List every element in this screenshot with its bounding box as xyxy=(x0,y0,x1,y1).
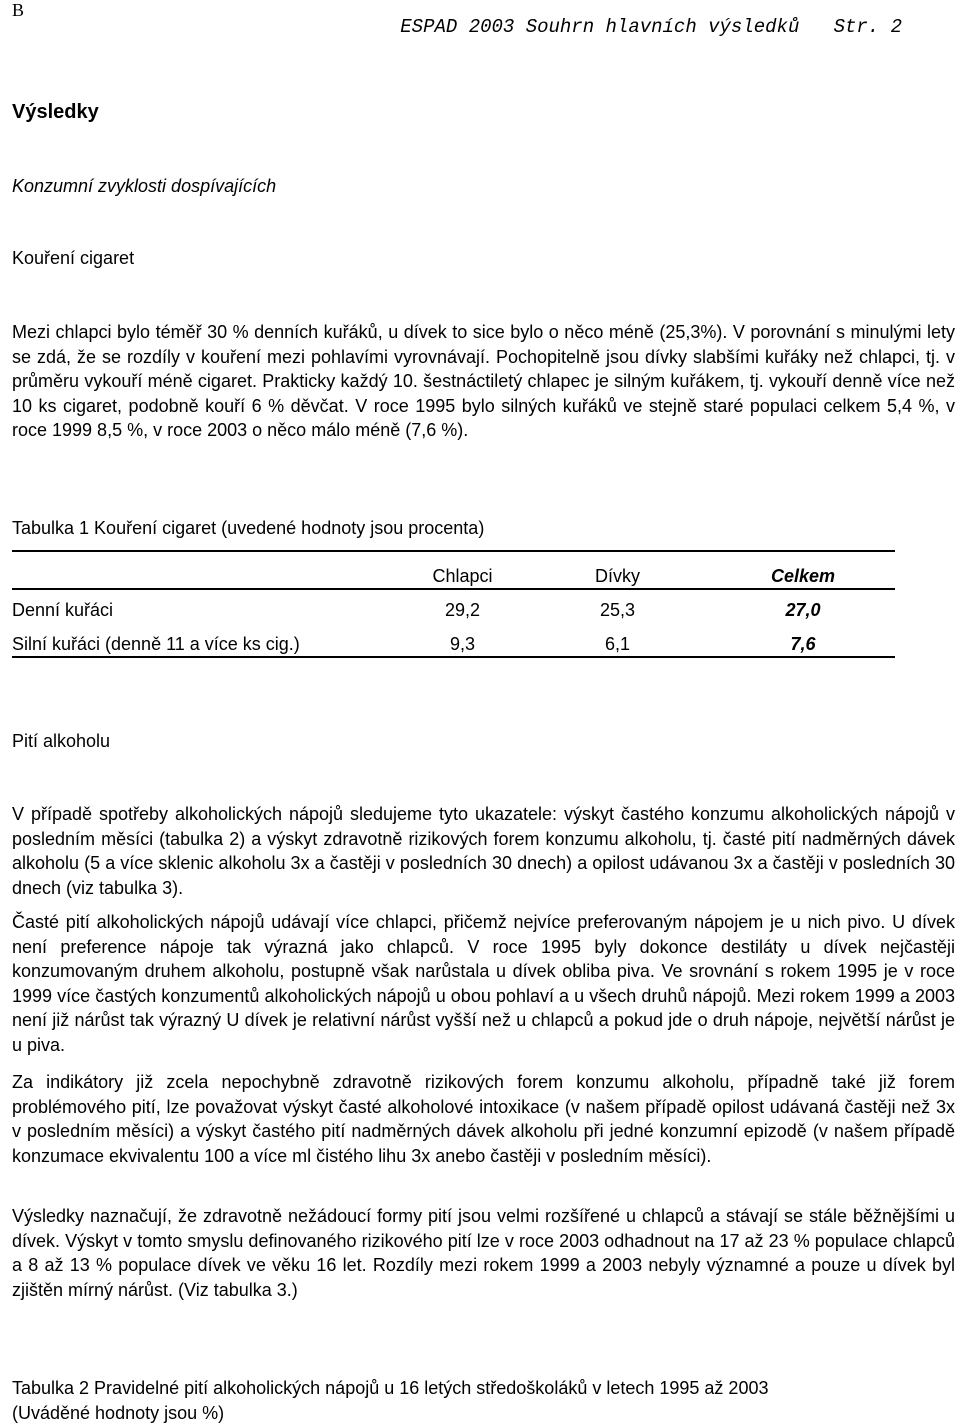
alcohol-paragraph-3: Za indikátory již zcela nepochybně zdravotně rizikových forem konzumu alkoholu, případně také již forem problémového pití, lze považovat výskyt časté alkoholové intoxikace (v našem případě opilost udávaná častěji než 3x v posledním měsíci) a výskyt častého pití nadměrných dávek alkoholu při jedné konzumní epizodě (v našem případě konzumace ekvivalentu 100 a více ml čistého lihu 3x anebo častěji v posledním měsíci). xyxy=(12,1070,955,1168)
results-heading: Výsledky xyxy=(12,100,955,125)
table1-header-girls: Dívky xyxy=(540,566,695,587)
page-number: Str. 2 xyxy=(834,16,902,38)
table1-row-label: Silní kuřáci (denně 11 a více ks cig.) xyxy=(12,634,300,655)
running-title: ESPAD 2003 Souhrn hlavních výsledků xyxy=(400,16,799,38)
smoking-heading: Kouření cigaret xyxy=(12,246,955,271)
page-letter: B xyxy=(12,0,24,21)
table1-header-boys: Chlapci xyxy=(385,566,540,587)
subheading: Konzumní zvyklosti dospívajících xyxy=(12,174,955,199)
table1-cell: 25,3 xyxy=(540,600,695,621)
alcohol-paragraph-1: V případě spotřeby alkoholických nápojů sledujeme tyto ukazatele: výskyt častého konzumu alkoholických nápojů v posledním měsíci (tabulka 2) a výskyt zdravotně rizikových forem konzumu alkoholu, tj. časté pití nadměrných dávek alkoholu (5 a více sklenic alkoholu 3x a častěji v posledních 30 dnech) a opilost udávanou 3x a častěji v posledních 30 dnech (viz tabulka 3). xyxy=(12,802,955,900)
alcohol-heading: Pití alkoholu xyxy=(12,729,955,754)
table1-cell-total: 27,0 xyxy=(728,600,878,621)
table1-bottom-rule xyxy=(12,656,895,658)
table1-header-rule xyxy=(12,588,895,590)
table1-top-rule xyxy=(12,550,895,552)
table1-caption: Tabulka 1 Kouření cigaret (uvedené hodnoty jsou procenta) xyxy=(12,516,955,541)
table1-header-total: Celkem xyxy=(728,566,878,587)
smoking-paragraph: Mezi chlapci bylo téměř 30 % denních kuřáků, u dívek to sice bylo o něco méně (25,3%). V porovnání s minulými lety se zdá, že se rozdíly v kouření mezi pohlavími vyrovnávají. Pochopitelně jsou dívky slabšími kuřáky než chlapci, tj. v průměru vykouří méně cigaret. Prakticky každý 10. šestnáctiletý chlapec je silným kuřákem, tj. vykouří denně více než 10 ks cigaret, podobně kouří 6 % děvčat. V roce 1995 bylo silných kuřáků ve stejně staré populaci celkem 5,4 %, v roce 1999 8,5 %, v roce 2003 o něco málo méně (7,6 %). xyxy=(12,320,955,443)
table2-caption-line2: (Uváděné hodnoty jsou %) xyxy=(12,1401,955,1425)
table1-cell: 29,2 xyxy=(385,600,540,621)
table1-row-label: Denní kuřáci xyxy=(12,600,113,621)
table2-caption-line1: Tabulka 2 Pravidelné pití alkoholických nápojů u 16 letých středoškoláků v letech 1995 až 2003 xyxy=(12,1376,955,1401)
table1-cell: 6,1 xyxy=(540,634,695,655)
alcohol-paragraph-4: Výsledky naznačují, že zdravotně nežádoucí formy pití jsou velmi rozšířené u chlapců a stávají se stále běžnějšími u dívek. Výskyt v tomto smyslu definovaného rizikového pití lze v roce 2003 odhadnout na 17 až 23 % populace chlapců a 8 až 13 % populace dívek ve věku 16 let. Rozdíly mezi rokem 1999 a 2003 nebyly významné a pouze u dívek byl zjištěn mírný nárůst. (Viz tabulka 3.) xyxy=(12,1204,955,1302)
alcohol-paragraph-2: Časté pití alkoholických nápojů udávají více chlapci, přičemž nejvíce preferovaným nápojem je u nich pivo. U dívek není preference nápoje tak výrazná jako chlapců. V roce 1995 byly dokonce destiláty u dívek nejčastěji konzumovaným druhem alkoholu, postupně však narůstala u dívek obliba piva. Ve srovnání s rokem 1995 je v roce 1999 více častých konzumentů alkoholických nápojů u obou pohlaví a u všech druhů nápojů. Mezi rokem 1999 a 2003 není již nárůst tak výrazný U dívek je relativní nárůst vyšší než u chlapců a pokud jde o druh nápoje, největší nárůst je u piva. xyxy=(12,910,955,1057)
table1-cell: 9,3 xyxy=(385,634,540,655)
running-header xyxy=(400,16,902,38)
table1-cell-total: 7,6 xyxy=(728,634,878,655)
table2-caption xyxy=(12,1376,955,1425)
